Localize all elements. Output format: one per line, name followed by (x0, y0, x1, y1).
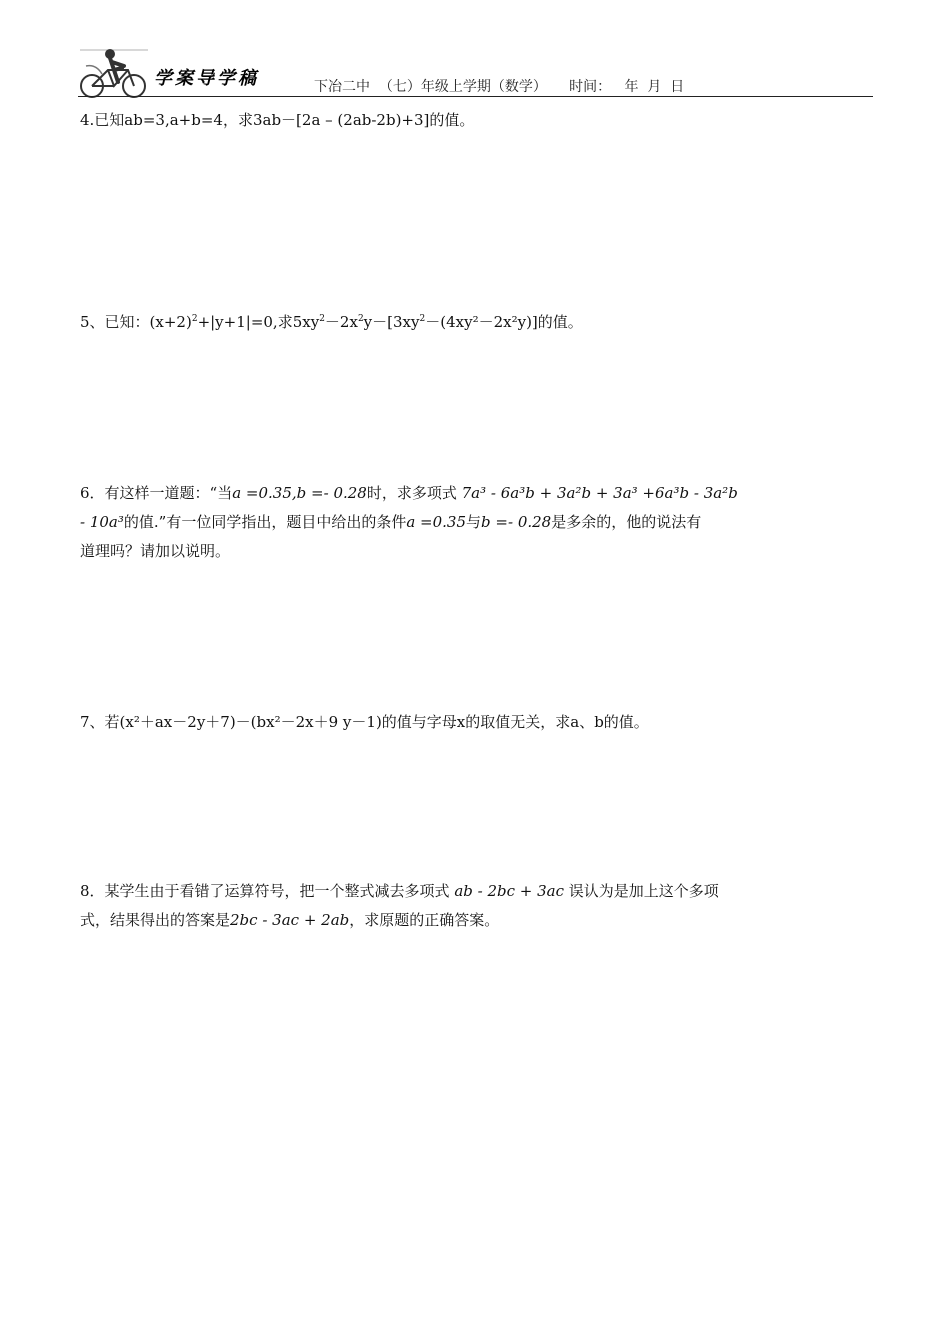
page-header (78, 44, 873, 100)
header-rule (78, 96, 873, 97)
question-5: 5、已知：$(x+2)^2+|y+1|=0$,求$5xy^2-2x^2y-[3xy^2-(4xy^2-2x^2y)]$的值。 (80, 313, 583, 331)
question-4-text: 4.已知ab=3,a+b=4，求3ab－[2a – (2ab-2b)+3]的值。 (80, 111, 475, 129)
polynomial-expression: 7a³ - 6a³b + 3a²b + 3a³ +6a³b - 3a²b (461, 484, 738, 502)
question-5-text-rest: (4xy²－2x²y)]的值。 (440, 313, 583, 331)
condition-b: b =- 0.28 (481, 513, 552, 531)
polynomial-ab-2bc-3ac: ab - 2bc + 3ac (454, 882, 565, 900)
question-5-text: 5、已知：(x+2) (80, 313, 192, 331)
condition-a: a =0.35 (406, 513, 467, 531)
polynomial-2bc-3ac-2ab: 2bc - 3ac + 2ab (230, 911, 350, 929)
question-7-text: 7、若(x²＋ax－2y＋7)－(bx²－2x＋9 y－1)的值与字母x的取值无关，求a、b的值。 (80, 713, 649, 731)
question-8: 8．某学生由于看错了运算符号，把一个整式减去多项式 ab - 2bc + 3ac 误认为是加上这个多项 式，结果得出的答案是2bc - 3ac + 2ab，求原题的正确答案。 (80, 882, 719, 929)
question-7 (80, 708, 875, 737)
question-5-text-mid: +|y+1|=0,求5xy (197, 313, 320, 331)
question-4 (80, 106, 875, 135)
condition-ab: a =0.35,b =- 0.28 (232, 484, 367, 502)
question-6: 6．有这样一道题：“当a =0.35,b =- 0.28时，求多项式 7a³ - 6a³b + 3a²b + 3a³ +6a³b - 3a²b - 10a³的值.”有一位同学指出，题目中给出的条件a =0.35与b =- 0.28是多余的，他的说法有 道理吗？请加以说明。 (80, 479, 875, 566)
header-info: 下冶二中 （七）年级上学期（数学） 时间： 年 月 日 (314, 79, 685, 95)
question-6-line3: 道理吗？请加以说明。 (80, 542, 231, 560)
polynomial-expression-tail: - 10a³ (80, 513, 124, 531)
logo-title: 学案导学稿 (154, 68, 259, 89)
cyclist-icon (78, 44, 150, 100)
